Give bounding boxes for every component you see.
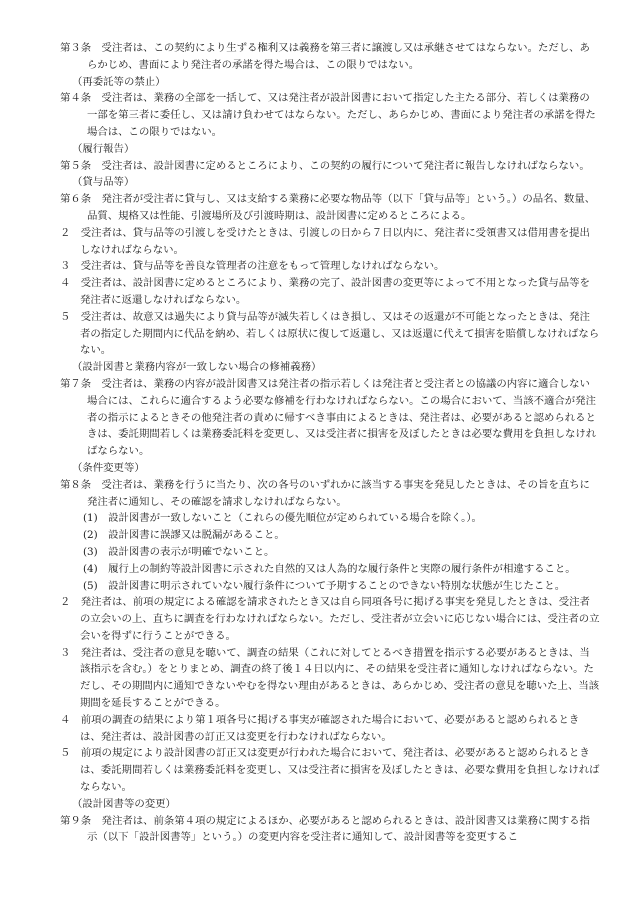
numbered-paragraph: ４ 受注者は、設計図書に定めるところにより、業務の完了、設計図書の変更等によって不用となった貸与品等を発注者に返還しなければならない。 [60, 277, 590, 306]
numbered-paragraph: ５ 受注者は、故意又は過失により貸与品等が滅失若しくはき損し、又はその返還が不可能となったときは、発注者の指定した期間内に代品を納め、若しくは原状に復して返還し、又は返還に代えて損害を賠償しなければならない。 [60, 310, 600, 357]
article-heading: （再委託等の禁止） [72, 75, 166, 88]
article-heading: （設計図書と業務内容が一致しない場合の修補義務） [72, 361, 322, 374]
list-item: (4) 履行上の制約等設計図書に示された自然的又は人為的な履行条件と実際の履行条件が相違すること。 [83, 562, 576, 575]
numbered-paragraph: ２ 発注者は、前項の規定による確認を請求されたとき又は自ら同項各号に掲げる事実を発見したときは、受注者の立会いの上、直ちに調査を行わなければならない。ただし、受注者が立会いに応じない場合には、受注者の立会いを得ずに行うことができる。 [60, 596, 600, 642]
article-heading: （設計図書等の変更） [72, 797, 176, 810]
list-item: (3) 設計図書の表示が明確でないこと。 [83, 545, 275, 558]
article-paragraph: 第４条 受注者は、業務の全部を一括して、又は発注者が設計図書において指定した主たる部分、若しくは業務の一部を第三者に委任し、又は請け負わせてはならない。ただし、あらかじめ、書面により発注者の承諾を得た場合は、この限りではない。 [60, 92, 596, 138]
numbered-paragraph: ２ 受注者は、貸与品等の引渡しを受けたときは、引渡しの日から７日以内に、発注者に受領書又は借用書を提出しなければならない。 [60, 226, 590, 256]
article-heading: （履行報告） [72, 142, 135, 155]
article-paragraph: 第３条 受注者は、この契約により生ずる権利又は義務を第三者に譲渡し又は承継させてはならない。ただし、あらかじめ、書面により発注者の承諾を得た場合は、この限りではない。 [60, 42, 590, 71]
numbered-paragraph: ３ 受注者は、貸与品等を善良な管理者の注意をもって管理しなければならない。 [60, 260, 445, 273]
list-item: (1) 設計図書が一致しないこと（これらの優先順位が定められている場合を除く。）。 [83, 512, 482, 525]
numbered-paragraph: ３ 発注者は、受注者の意見を聴いて、調査の結果（これに対してとるべき措置を指示する必要があるときは、当該指示を含む。）をとりまとめ、調査の終了後１４日以内に、その結果を受注者に通知しなければならない。ただし、その期間内に通知できないやむを得ない理由があるときは、あらかじめ、受注者の意見を聴いた上、当該期間を延長することができる。 [60, 646, 600, 710]
article-heading: （条件変更等） [72, 461, 145, 474]
list-item: (2) 設計図書に誤謬又は脱漏があること。 [83, 529, 285, 542]
article-paragraph: 第９条 発注者は、前条第４項の規定によるほか、必要があると認められるときは、設計図書又は業務に関する指示（以下「設計図書等」という。）の変更内容を受注者に通知して、設計図書等を変更するこ [60, 814, 590, 844]
numbered-paragraph: ５ 前項の規定により設計図書の訂正又は変更が行われた場合において、発注者は、必要があると認められるときは、委託期間若しくは業務委託料を変更し、又は受注者に損害を及ぼしたときは、必要な費用を負担しなければならない。 [60, 747, 600, 794]
article-paragraph: 第６条 発注者が受注者に貸与し、又は支給する業務に必要な物品等（以下「貸与品等」という。）の品名、数量、品質、規格又は性能、引渡場所及び引渡時期は、設計図書に定めるところによる。 [60, 193, 596, 222]
article-paragraph: 第７条 受注者は、業務の内容が設計図書又は発注者の指示若しくは発注者と受注者との協議の内容に適合しない場合には、これらに適合するよう必要な修補を行わなければならない。この場合において、当該不適合が発注者の指示によるときその他発注者の責めに帰すべき事由によるときは、発注者は、必要があると認められるときは、委託期間若しくは業務委託料を変更し、又は受注者に損害を及ぼしたときは必要な費用を負担しなければならない。 [60, 377, 597, 458]
numbered-paragraph: ４ 前項の調査の結果により第１項各号に掲げる事実が確認された場合において、必要があると認められるときは、発注者は、設計図書の訂正又は変更を行わなければならない。 [60, 713, 580, 743]
article-paragraph: 第８条 受注者は、業務を行うに当たり、次の各号のいずれかに該当する事実を発見したときは、その旨を直ちに発注者に通知し、その確認を請求しなければならない。 [60, 478, 590, 508]
article-heading: （貸与品等） [72, 176, 135, 189]
article-paragraph: 第５条 受注者は、設計図書に定めるところにより、この契約の履行について発注者に報告しなければならない。 [60, 159, 590, 172]
list-item: (5) 設計図書に明示されていない履行条件について予期することのできない特別な状態が生じたこと。 [83, 579, 566, 592]
